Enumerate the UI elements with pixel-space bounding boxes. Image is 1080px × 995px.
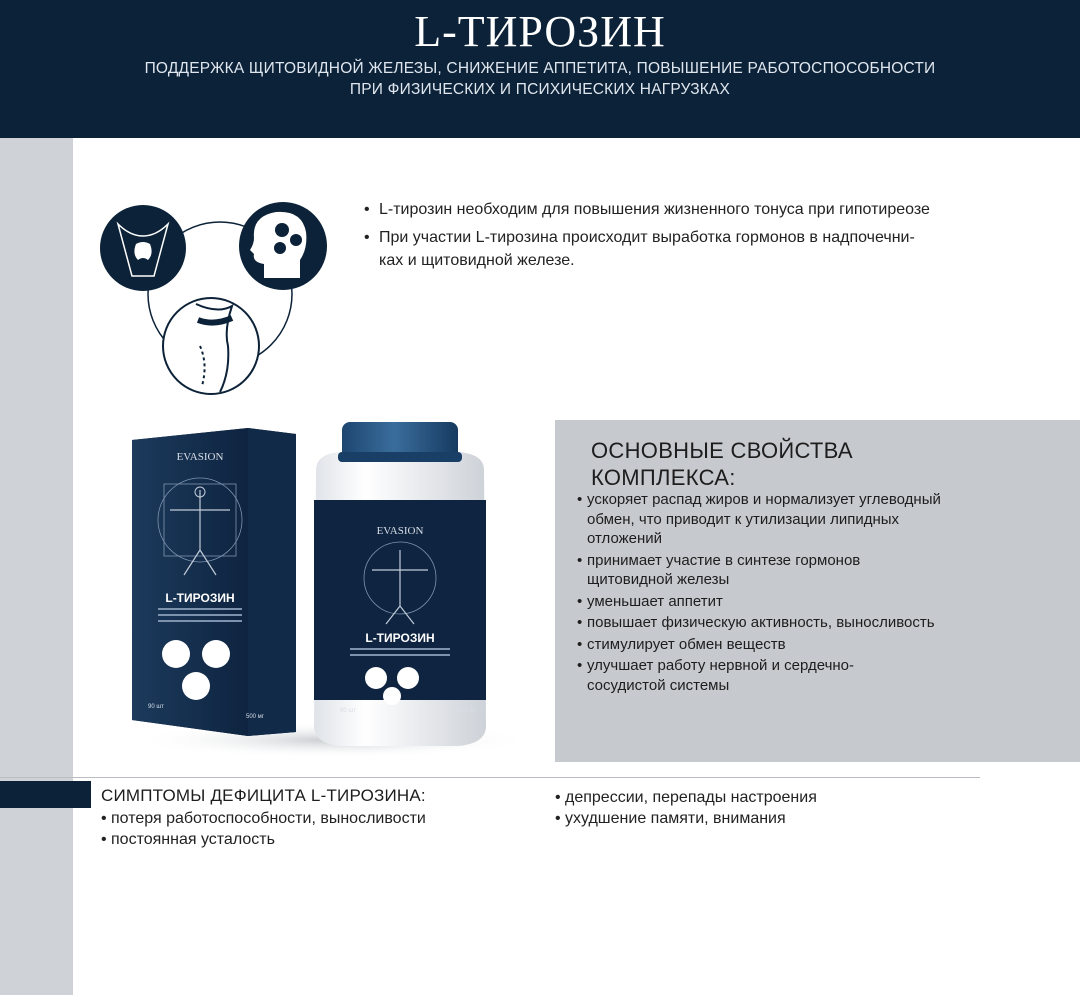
benefit-icons xyxy=(96,196,346,398)
subtitle-line-1: ПОДДЕРЖКА ЩИТОВИДНОЙ ЖЕЛЕЗЫ, СНИЖЕНИЕ АППЕТИТА, ПОВЫШЕНИЕ РАБОТОСПОСОБНОСТИ xyxy=(144,60,936,77)
intro-item: • L-тирозин необходим для повышения жизненного тонуса при гипотиреозе xyxy=(364,198,1014,221)
properties-list xyxy=(577,490,987,697)
property-item: • ускоряет распад жиров и нормализует углеводный обмен, что приводит к утилизации липидных отложений xyxy=(577,490,987,549)
box-product-name: L-ТИРОЗИН xyxy=(165,591,235,605)
symptom-item: • депрессии, перепады настроения xyxy=(555,787,817,808)
section-divider xyxy=(0,777,980,778)
jar-dose: 500 мг xyxy=(458,708,476,714)
property-item: • принимает участие в синтезе гормонов щитовидной железы xyxy=(577,551,987,590)
left-decor-band xyxy=(0,138,73,995)
property-item: • улучшает работу нервной и сердечно- сосудистой системы xyxy=(577,656,987,695)
header-banner xyxy=(0,0,1080,138)
intro-list xyxy=(364,198,1014,277)
box-dose: 500 мг xyxy=(246,714,264,720)
symptoms-list-right xyxy=(555,787,817,829)
body-silhouette-icon xyxy=(163,298,259,394)
thyroid-neck-icon xyxy=(100,205,186,291)
properties-title: ОСНОВНЫЕ СВОЙСТВА КОМПЛЕКСА: xyxy=(591,438,853,490)
jar-product-name: L-ТИРОЗИН xyxy=(365,631,435,645)
page-subtitle xyxy=(0,58,1080,100)
symptom-item: • ухудшение памяти, внимания xyxy=(555,808,817,829)
box-count: 90 шт xyxy=(148,704,164,710)
property-item: • уменьшает аппетит xyxy=(577,592,987,612)
box-brand: EVASION xyxy=(176,451,224,463)
page-title: L-ТИРОЗИН xyxy=(414,7,666,56)
jar-count: 90 шт xyxy=(340,708,356,714)
symptom-item: • постоянная усталость xyxy=(101,829,426,850)
symptoms-title: СИМПТОМЫ ДЕФИЦИТА L-ТИРОЗИНА: xyxy=(101,786,426,805)
properties-panel xyxy=(555,420,1080,762)
intro-item: • При участии L-тирозина происходит выработка гормонов в надпочечни- ках и щитовидной железе. xyxy=(364,226,1014,272)
symptom-item: • потеря работоспособности, выносливости xyxy=(101,808,426,829)
jar-brand: EVASION xyxy=(376,525,424,537)
subtitle-line-2: ПРИ ФИЗИЧЕСКИХ И ПСИХИЧЕСКИХ НАГРУЗКАХ xyxy=(349,81,731,98)
symptoms-accent-bar xyxy=(0,781,91,808)
head-brain-icon xyxy=(239,202,327,290)
property-item: • повышает физическую активность, выносливость xyxy=(577,613,987,633)
product-image xyxy=(118,410,538,760)
symptoms-list-left xyxy=(101,808,426,850)
property-item: • стимулирует обмен веществ xyxy=(577,635,987,655)
